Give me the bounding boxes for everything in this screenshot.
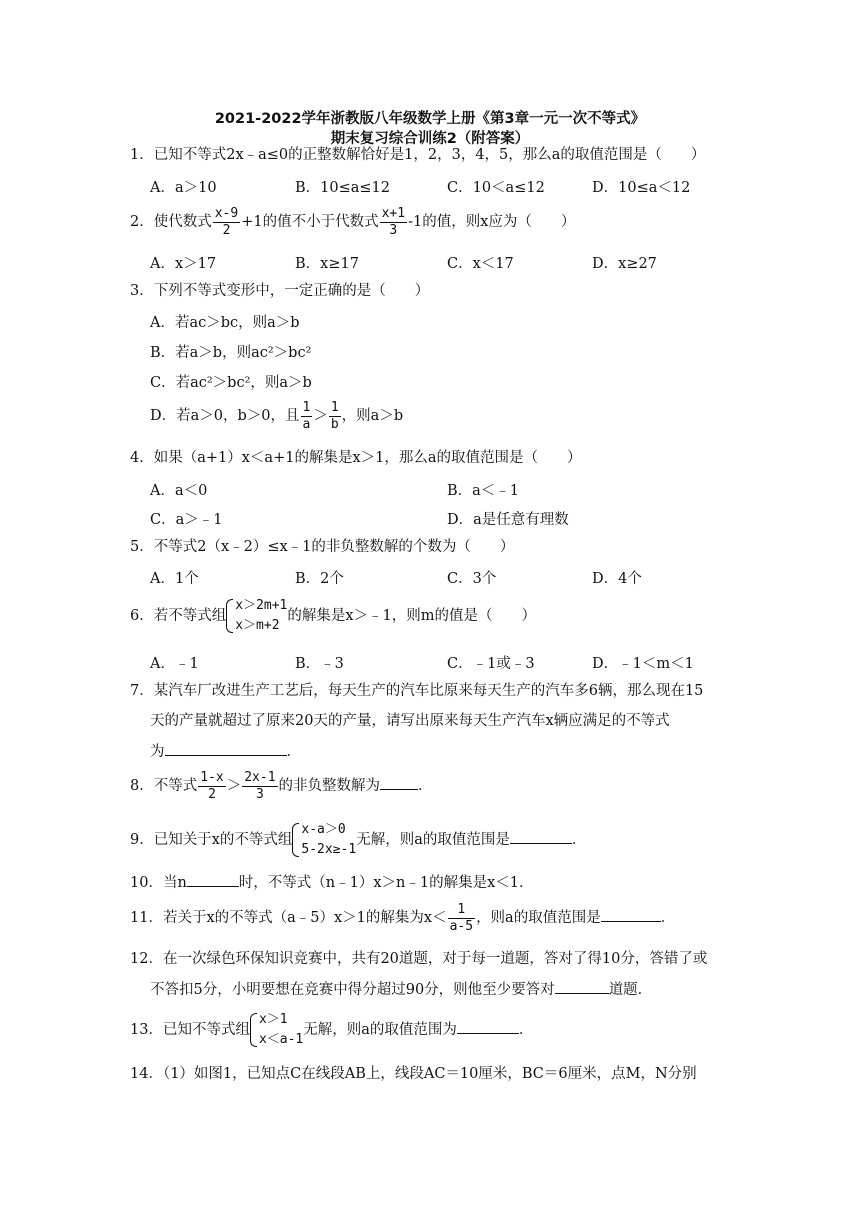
question-3: 3．下列不等式变形中，一定正确的是（ ） [130, 283, 430, 299]
question-12-line2: 不答扣5分，小明要想在竞赛中得分超过90分，则他至少要答对 道题． [150, 979, 652, 1000]
q9-inequality-system: x-a＞0 5-2x≥-1 [292, 820, 356, 860]
answer-blank[interactable] [510, 829, 572, 844]
q1-option-d: D．10≤a＜12 [592, 180, 691, 196]
q5-option-a: A．1个 [150, 571, 199, 587]
q6-text-post: 的解集是x＞﹣1，则m的值是（ ） [287, 608, 537, 624]
question-5: 5．不等式2（x﹣2）≤x﹣1的非负整数解的个数为（ ） [130, 539, 515, 555]
q4-option-b: B．a＜﹣1 [447, 483, 520, 499]
doc-title-line2: 期末复习综合训练2（附答案） [330, 131, 530, 147]
q4-option-d: D．a是任意有理数 [447, 512, 569, 528]
q4-option-a: A．a＜0 [150, 483, 208, 499]
q9-text-pre: 9．已知关于x的不等式组 [130, 832, 293, 848]
q9-text-post: 无解，则a的取值范围是 [356, 832, 510, 848]
q2-fraction-2: $\frac{x+1}{3}$ [381, 205, 406, 238]
q13-inequality-system: x＞1 x＜a-1 [250, 1010, 303, 1050]
q3-option-d: D．若a＞0，b＞0，且 $\frac{1}{a}$ ＞ $\frac{1}{b}$ ，则a＞b [150, 399, 404, 432]
q3-option-c: C．若ac²＞bc²，则a＞b [150, 375, 312, 391]
q8-fraction-2: $\frac{2x-1}{3}$ [244, 769, 276, 802]
q2-option-d: D．x≥27 [592, 256, 657, 272]
q3-d-fraction-2: $\frac{1}{b}$ [330, 399, 339, 432]
q1-option-b: B．10≤a≤12 [295, 180, 391, 196]
q6-option-b: B．﹣3 [295, 656, 344, 672]
answer-blank[interactable] [457, 1019, 519, 1034]
question-9: 9．已知关于x的不等式组 x-a＞0 5-2x≥-1 无解，则a的取值范围是 ． [130, 818, 586, 862]
question-2 [130, 204, 575, 240]
question-7-line2: 天的产量就超过了原来20天的产量，请写出原来每天生产汽车x辆应满足的不等式 [150, 713, 670, 729]
q6-option-d: D．﹣1＜m＜1 [592, 656, 694, 672]
q2-text-post: -1的值，则x应为（ ） [408, 214, 576, 230]
question-1: 1．已知不等式2x﹣a≤0的正整数解恰好是1，2，3，4，5，那么a的取值范围是（ ） [130, 147, 706, 163]
q8-text-post: 的非负整数解为 [278, 778, 381, 794]
question-6 [130, 594, 536, 638]
q2-option-c: C．x＜17 [447, 256, 514, 272]
q3-option-a: A．若ac＞bc，则a＞b [150, 315, 300, 331]
question-13: 13．已知不等式组 x＞1 x＜a-1 无解，则a的取值范围为 ． [130, 1008, 533, 1052]
question-10: 10．当n 时，不等式（n﹣1）x＞n﹣1的解集是x＜1． [130, 872, 534, 893]
answer-blank[interactable] [187, 872, 239, 887]
question-14: 14．（1）如图1，已知点C在线段AB上，线段AC＝10厘米，BC＝6厘米，点M，N分别 [130, 1066, 697, 1082]
answer-blank[interactable] [165, 741, 287, 756]
question-4: 4．如果（a+1）x＜a+1的解集是x＞1，那么a的取值范围是（ ） [130, 450, 582, 466]
q2-option-b: B．x≥17 [295, 256, 359, 272]
q3-option-b: B．若a＞b，则ac²＞bc² [150, 345, 312, 361]
q2-option-a: A．x＞17 [150, 256, 217, 272]
q11-fraction: $\frac{1}{a-5}$ [449, 901, 474, 934]
q11-text-pre: 11．若关于x的不等式（a﹣5）x＞1的解集为x＜ [130, 910, 447, 926]
q6-inequality-system: x＞2m+1 x＞m+2 [226, 596, 287, 636]
answer-blank[interactable] [380, 775, 418, 790]
q13-text-pre: 13．已知不等式组 [130, 1022, 250, 1038]
q6-option-a: A．﹣1 [150, 656, 199, 672]
q3-d-fraction-1: $\frac{1}{a}$ [302, 399, 311, 432]
q5-option-d: D．4个 [592, 571, 642, 587]
q6-text-pre: 6．若不等式组 [130, 608, 227, 624]
doc-title-line1: 2021-2022学年浙教版八年级数学上册《第3章一元一次不等式》 [214, 111, 646, 127]
q2-fraction-1: $\frac{x-9}{2}$ [214, 205, 239, 238]
q5-option-b: B．2个 [295, 571, 344, 587]
answer-blank[interactable] [601, 907, 661, 922]
q4-option-c: C．a＞﹣1 [150, 512, 223, 528]
q11-text-post: ，则a的取值范围是 [476, 910, 601, 926]
q3-d-post: ，则a＞b [341, 408, 404, 424]
question-8: 8．不等式 $\frac{1-x}{2}$ ＞ $\frac{2x-1}{3}$ 的非负整数解为 ． [130, 769, 433, 802]
question-7-line1: 7．某汽车厂改进生产工艺后，每天生产的汽车比原来每天生产的汽车多6辆，那么现在15 [130, 683, 704, 699]
q3-d-pre: D．若a＞0，b＞0，且 [150, 408, 300, 424]
question-12-line1: 12．在一次绿色环保知识竞赛中，共有20道题，对于每一道题，答对了得10分，答错了或 [130, 951, 708, 967]
question-11: 11．若关于x的不等式（a﹣5）x＞1的解集为x＜ $\frac{1}{a-5}$ ，则a的取值范围是 ． [130, 901, 676, 934]
question-7-line3: 为 ． [150, 741, 301, 762]
q13-text-post: 无解，则a的取值范围为 [303, 1022, 457, 1038]
q2-text-pre: 2．使代数式 [130, 214, 212, 230]
q8-text-pre: 8．不等式 [130, 778, 198, 794]
q1-option-a: A．a＞10 [150, 180, 217, 196]
q1-option-c: C．10＜a≤12 [447, 180, 545, 196]
q6-option-c: C．﹣1或﹣3 [447, 656, 535, 672]
q5-option-c: C．3个 [447, 571, 497, 587]
answer-blank[interactable] [555, 979, 609, 994]
q2-text-mid: +1的值不小于代数式 [241, 214, 379, 230]
q8-fraction-1: $\frac{1-x}{2}$ [200, 769, 224, 802]
